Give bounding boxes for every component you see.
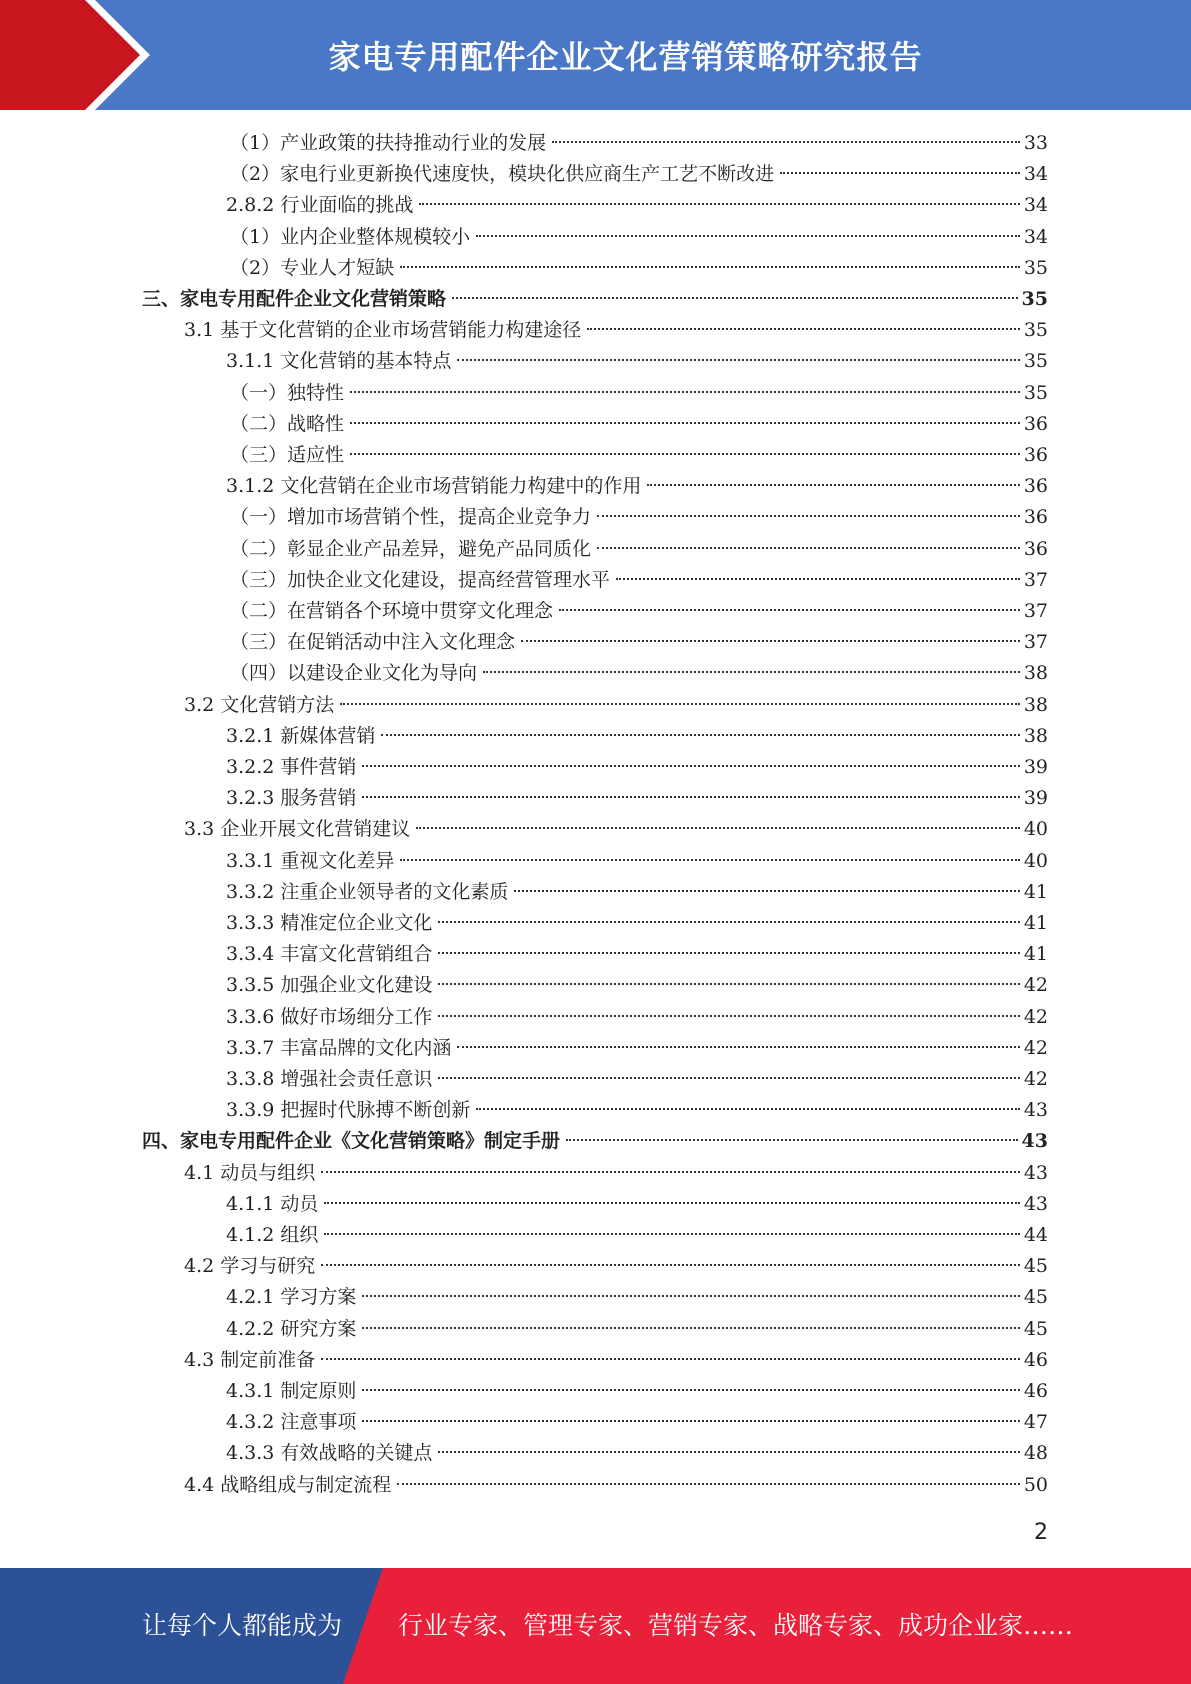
toc-entry-page: 46: [1023, 1349, 1048, 1371]
toc-leader-dots: [452, 297, 1018, 299]
toc-entry[interactable]: [184, 1470, 1048, 1501]
toc-leader-dots: [438, 952, 1019, 954]
toc-entry[interactable]: [226, 1064, 1048, 1095]
toc-entry-label: （三）在促销活动中注入文化理念: [230, 631, 516, 653]
toc-entry-page: 50: [1023, 1474, 1048, 1496]
toc-entry-label: （2）家电行业更新换代速度快，模块化供应商生产工艺不断改进: [230, 163, 775, 185]
toc-entry-page: 37: [1023, 569, 1048, 591]
toc-entry-label: （一）增加市场营销个性，提高企业竞争力: [230, 506, 592, 528]
toc-entry-page: 39: [1023, 787, 1048, 809]
toc-entry[interactable]: [184, 1251, 1048, 1282]
document-title: 家电专用配件企业文化营销策略研究报告: [328, 38, 923, 76]
toc-entry[interactable]: [142, 284, 1048, 315]
toc-entry-label: 3.3.5 加强企业文化建设: [226, 974, 433, 996]
toc-entry-label: 3.1.2 文化营销在企业市场营销能力构建中的作用: [226, 475, 642, 497]
toc-entry-label: （四）以建设企业文化为导向: [230, 662, 478, 684]
toc-entry[interactable]: [226, 1314, 1048, 1345]
toc-entry[interactable]: [184, 1158, 1048, 1189]
toc-entry[interactable]: [226, 1438, 1048, 1469]
toc-entry-label: 2.8.2 行业面临的挑战: [226, 194, 414, 216]
toc-entry-label: （1）业内企业整体规模较小: [230, 226, 471, 248]
toc-leader-dots: [521, 640, 1020, 642]
toc-entry-label: （1）产业政策的扶持推动行业的发展: [230, 132, 547, 154]
toc-entry[interactable]: [226, 1095, 1048, 1126]
toc-leader-dots: [514, 890, 1019, 892]
toc-entry-label: 3.3.6 做好市场细分工作: [226, 1006, 433, 1028]
toc-entry-page: 35: [1021, 288, 1048, 310]
toc-leader-dots: [400, 266, 1020, 268]
toc-entry-label: 3.2 文化营销方法: [184, 694, 335, 716]
toc-entry-page: 42: [1023, 974, 1048, 996]
toc-entry-label: 4.3 制定前准备: [184, 1349, 316, 1371]
toc-entry-label: 3.2.3 服务营销: [226, 787, 357, 809]
toc-entry-page: 47: [1023, 1411, 1048, 1433]
toc-entry[interactable]: [226, 346, 1048, 377]
toc-leader-dots: [350, 453, 1020, 455]
toc-leader-dots: [381, 734, 1019, 736]
toc-leader-dots: [362, 796, 1019, 798]
toc-entry-label: 4.1.1 动员: [226, 1193, 319, 1215]
toc-entry-page: 43: [1021, 1130, 1048, 1152]
toc-entry-label: （三）加快企业文化建设，提高经营管理水平: [230, 569, 611, 591]
toc-entry[interactable]: [230, 534, 1048, 565]
toc-entry-label: 4.3.3 有效战略的关键点: [226, 1442, 433, 1464]
toc-entry-page: 45: [1023, 1318, 1048, 1340]
toc-entry-page: 42: [1023, 1037, 1048, 1059]
toc-entry-label: 四、家电专用配件企业《文化营销策略》制定手册: [142, 1130, 561, 1152]
toc-entry-page: 45: [1023, 1286, 1048, 1308]
toc-entry-page: 37: [1023, 600, 1048, 622]
toc-entry[interactable]: [184, 814, 1048, 845]
toc-entry-page: 41: [1023, 912, 1048, 934]
toc-entry-label: 3.3.9 把握时代脉搏不断创新: [226, 1099, 471, 1121]
toc-entry-page: 43: [1023, 1193, 1048, 1215]
toc-entry-label: 4.4 战略组成与制定流程: [184, 1474, 392, 1496]
toc-entry-label: 4.3.2 注意事项: [226, 1411, 357, 1433]
footer-banner: [0, 1568, 1191, 1684]
toc-leader-dots: [559, 609, 1020, 611]
toc-entry-label: 3.2.1 新媒体营销: [226, 725, 376, 747]
toc-entry[interactable]: [226, 846, 1048, 877]
toc-entry[interactable]: [230, 502, 1048, 533]
toc-entry-label: 4.2.1 学习方案: [226, 1286, 357, 1308]
toc-entry-label: 3.3.2 注重企业领导者的文化素质: [226, 881, 509, 903]
toc-entry[interactable]: [230, 565, 1048, 596]
toc-entry[interactable]: [226, 877, 1048, 908]
header-banner: [0, 0, 1191, 110]
toc-entry-page: 42: [1023, 1068, 1048, 1090]
toc-leader-dots: [438, 1077, 1019, 1079]
toc-entry-page: 36: [1023, 444, 1048, 466]
toc-leader-dots: [597, 547, 1020, 549]
toc-entry[interactable]: [226, 1189, 1048, 1220]
toc-entry[interactable]: [226, 471, 1048, 502]
toc-entry-page: 36: [1023, 538, 1048, 560]
toc-entry-label: （二）战略性: [230, 413, 345, 435]
toc-leader-dots: [397, 1483, 1020, 1485]
toc-entry-page: 38: [1023, 694, 1048, 716]
toc-entry[interactable]: [226, 1033, 1048, 1064]
toc-leader-dots: [597, 515, 1020, 517]
toc-entry-page: 35: [1023, 257, 1048, 279]
toc-leader-dots: [438, 921, 1019, 923]
toc-leader-dots: [350, 391, 1020, 393]
toc-entry-page: 35: [1023, 350, 1048, 372]
toc-entry-label: 3.3.3 精准定位企业文化: [226, 912, 433, 934]
toc-leader-dots: [457, 1046, 1019, 1048]
toc-entry-label: 3.3.4 丰富文化营销组合: [226, 943, 433, 965]
toc-entry-page: 43: [1023, 1162, 1048, 1184]
toc-entry[interactable]: [226, 908, 1048, 939]
toc-entry-page: 37: [1023, 631, 1048, 653]
toc-entry-label: 3.3.7 丰富品牌的文化内涵: [226, 1037, 452, 1059]
toc-entry-page: 40: [1023, 818, 1048, 840]
toc-leader-dots: [476, 235, 1020, 237]
toc-entry-label: 三、家电专用配件企业文化营销策略: [142, 288, 447, 310]
toc-entry-page: 46: [1023, 1380, 1048, 1402]
toc-leader-dots: [616, 578, 1020, 580]
footer-slogan-left: 让每个人都能成为: [142, 1611, 343, 1640]
page-number: 2: [1034, 1520, 1048, 1545]
toc-entry-label: （一）独特性: [230, 382, 345, 404]
toc-entry-page: 45: [1023, 1255, 1048, 1277]
toc-leader-dots: [324, 1233, 1019, 1235]
toc-entry-label: 3.3.8 增强社会责任意识: [226, 1068, 433, 1090]
toc-entry-label: （二）在营销各个环境中贯穿文化理念: [230, 600, 554, 622]
toc-entry[interactable]: [226, 939, 1048, 970]
toc-entry[interactable]: [226, 1282, 1048, 1313]
toc-entry-page: 44: [1023, 1224, 1048, 1246]
toc-leader-dots: [321, 1264, 1020, 1266]
toc-entry-page: 35: [1023, 382, 1048, 404]
toc-leader-dots: [552, 141, 1020, 143]
toc-entry[interactable]: [230, 440, 1048, 471]
toc-entry-page: 40: [1023, 850, 1048, 872]
toc-entry[interactable]: [230, 627, 1048, 658]
toc-entry-page: 36: [1023, 506, 1048, 528]
toc-entry[interactable]: [230, 128, 1048, 159]
toc-leader-dots: [438, 1451, 1019, 1453]
toc-entry-page: 35: [1023, 319, 1048, 341]
toc-entry-label: （二）彰显企业产品差异，避免产品同质化: [230, 538, 592, 560]
toc-entry-page: 34: [1023, 163, 1048, 185]
toc-leader-dots: [362, 1389, 1019, 1391]
toc-entry[interactable]: [226, 721, 1048, 752]
toc-leader-dots: [362, 1327, 1019, 1329]
toc-entry[interactable]: [230, 658, 1048, 689]
toc-leader-dots: [416, 827, 1020, 829]
toc-entry-label: 4.3.1 制定原则: [226, 1380, 357, 1402]
toc-entry-label: 3.1.1 文化营销的基本特点: [226, 350, 452, 372]
toc-entry[interactable]: [230, 409, 1048, 440]
toc-entry-page: 34: [1023, 226, 1048, 248]
toc-leader-dots: [438, 1015, 1019, 1017]
toc-entry-page: 41: [1023, 943, 1048, 965]
toc-entry[interactable]: [226, 783, 1048, 814]
toc-entry-label: 4.2 学习与研究: [184, 1255, 316, 1277]
toc-entry-page: 42: [1023, 1006, 1048, 1028]
toc-leader-dots: [362, 1420, 1019, 1422]
toc-leader-dots: [362, 1295, 1019, 1297]
toc-leader-dots: [321, 1358, 1020, 1360]
toc-leader-dots: [566, 1139, 1018, 1141]
toc-entry-page: 43: [1023, 1099, 1048, 1121]
toc-leader-dots: [647, 484, 1019, 486]
toc-entry[interactable]: [230, 596, 1048, 627]
toc-leader-dots: [340, 703, 1020, 705]
toc-entry[interactable]: [226, 1220, 1048, 1251]
toc-leader-dots: [587, 328, 1020, 330]
toc-entry-label: 3.2.2 事件营销: [226, 756, 357, 778]
toc-entry[interactable]: [230, 253, 1048, 284]
toc-entry-label: 4.2.2 研究方案: [226, 1318, 357, 1340]
toc-leader-dots: [400, 859, 1019, 861]
red-arrow-decoration: [0, 0, 150, 110]
footer-slogan-right: 行业专家、管理专家、营销专家、战略专家、成功企业家……: [398, 1611, 1074, 1640]
toc-entry-label: 4.1 动员与组织: [184, 1162, 316, 1184]
toc-leader-dots: [438, 983, 1019, 985]
toc-entry[interactable]: [230, 222, 1048, 253]
toc-leader-dots: [476, 1108, 1019, 1110]
toc-entry[interactable]: [184, 690, 1048, 721]
toc-entry-page: 39: [1023, 756, 1048, 778]
toc-entry-label: （三）适应性: [230, 444, 345, 466]
toc-leader-dots: [362, 765, 1019, 767]
toc-entry[interactable]: [226, 1002, 1048, 1033]
toc-entry-label: （2）专业人才短缺: [230, 257, 395, 279]
toc-entry[interactable]: [226, 970, 1048, 1001]
toc-entry-page: 38: [1023, 662, 1048, 684]
toc-leader-dots: [324, 1202, 1019, 1204]
toc-entry[interactable]: [226, 752, 1048, 783]
toc-entry[interactable]: [230, 378, 1048, 409]
toc-entry-label: 4.1.2 组织: [226, 1224, 319, 1246]
toc-entry[interactable]: [142, 1126, 1048, 1157]
toc-entry[interactable]: [226, 190, 1048, 221]
toc-entry[interactable]: [226, 1407, 1048, 1438]
toc-entry-page: 34: [1023, 194, 1048, 216]
toc-leader-dots: [350, 422, 1020, 424]
toc-entry-page: 33: [1023, 132, 1048, 154]
toc-entry-page: 38: [1023, 725, 1048, 747]
toc-entry-label: 3.3 企业开展文化营销建议: [184, 818, 411, 840]
toc-entry-page: 48: [1023, 1442, 1048, 1464]
toc-leader-dots: [321, 1171, 1020, 1173]
toc-entry-page: 36: [1023, 413, 1048, 435]
toc-entry[interactable]: [226, 1376, 1048, 1407]
toc-entry[interactable]: [184, 1345, 1048, 1376]
toc-entry[interactable]: [184, 315, 1048, 346]
toc-leader-dots: [780, 172, 1020, 174]
toc-entry-page: 41: [1023, 881, 1048, 903]
toc-entry[interactable]: [230, 159, 1048, 190]
toc-leader-dots: [483, 671, 1020, 673]
toc-entry-label: 3.1 基于文化营销的企业市场营销能力构建途径: [184, 319, 582, 341]
toc-leader-dots: [419, 203, 1019, 205]
toc-entry-label: 3.3.1 重视文化差异: [226, 850, 395, 872]
toc-entry-page: 36: [1023, 475, 1048, 497]
toc-leader-dots: [457, 359, 1019, 361]
